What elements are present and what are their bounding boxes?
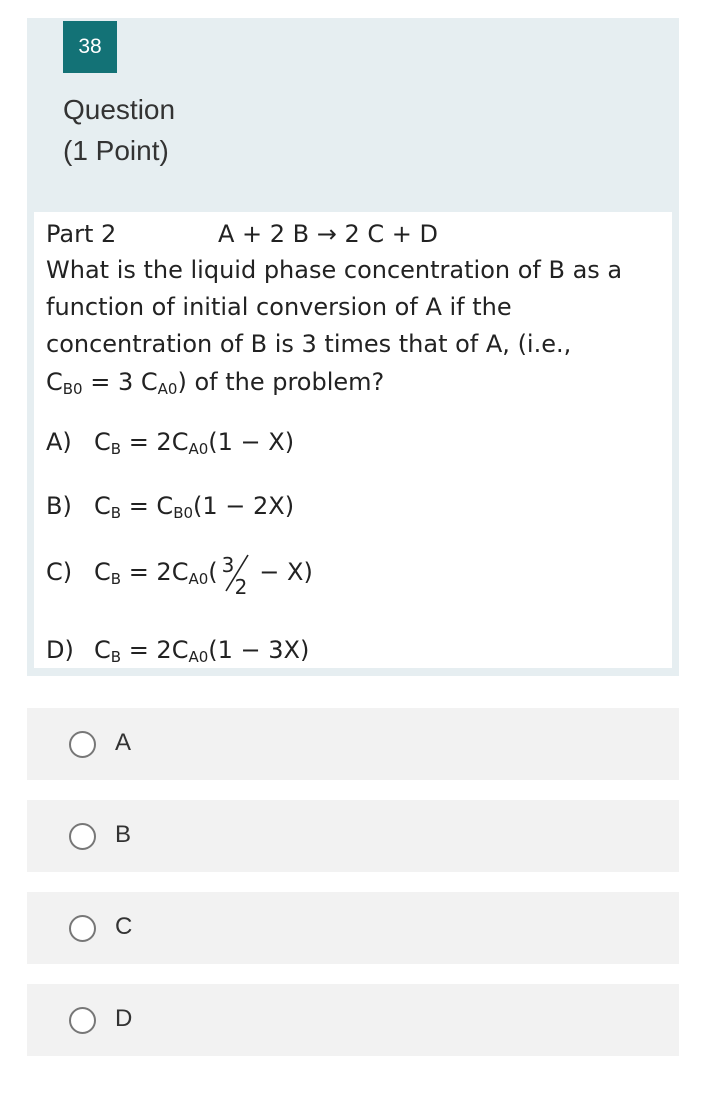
radio-button[interactable] [69, 915, 96, 942]
question-card [27, 18, 679, 676]
answer-option-c[interactable] [27, 892, 679, 964]
option-equation-b: B) $C_B = C_{B0}(1 - 2X)$ [46, 492, 295, 522]
question-title: Question [63, 94, 176, 125]
answer-option-a[interactable] [27, 708, 679, 780]
option-equation-d: D) $C_B = 2C_{A0}(1 - 3X)$ [46, 636, 310, 666]
answer-option-b[interactable] [27, 800, 679, 872]
option-equation-a: A) $C_B = 2C_{A0}(1 - X)$ [46, 428, 295, 458]
answer-option-d[interactable] [27, 984, 679, 1056]
question-image [34, 212, 672, 668]
answer-label: C [115, 913, 133, 940]
fraction: 3 2 [218, 555, 252, 591]
answer-label: A [115, 729, 132, 756]
question-text: What is the liquid phase concentration of B as a function of initial conversion of A if the concentration of B is 3 times that of A, (i.e., [46, 256, 623, 358]
radio-button[interactable] [69, 823, 96, 850]
radio-button[interactable] [69, 1007, 96, 1034]
radio-button[interactable] [69, 731, 96, 758]
answer-label: B [115, 821, 132, 848]
option-equation-c: C) $C_B = 2C_{A0}$( 3 2 − X) [46, 553, 313, 599]
answer-label: D [115, 1005, 133, 1032]
question-points: (1 Point) [63, 135, 169, 166]
question-number-badge: 38 [63, 21, 117, 73]
reaction-equation: A + 2 B → 2 C + D [218, 220, 439, 248]
part-label: Part 2 [46, 220, 117, 248]
question-condition: $C_{B0} = 3$ $C_{A0}$) of the problem? [46, 368, 385, 398]
